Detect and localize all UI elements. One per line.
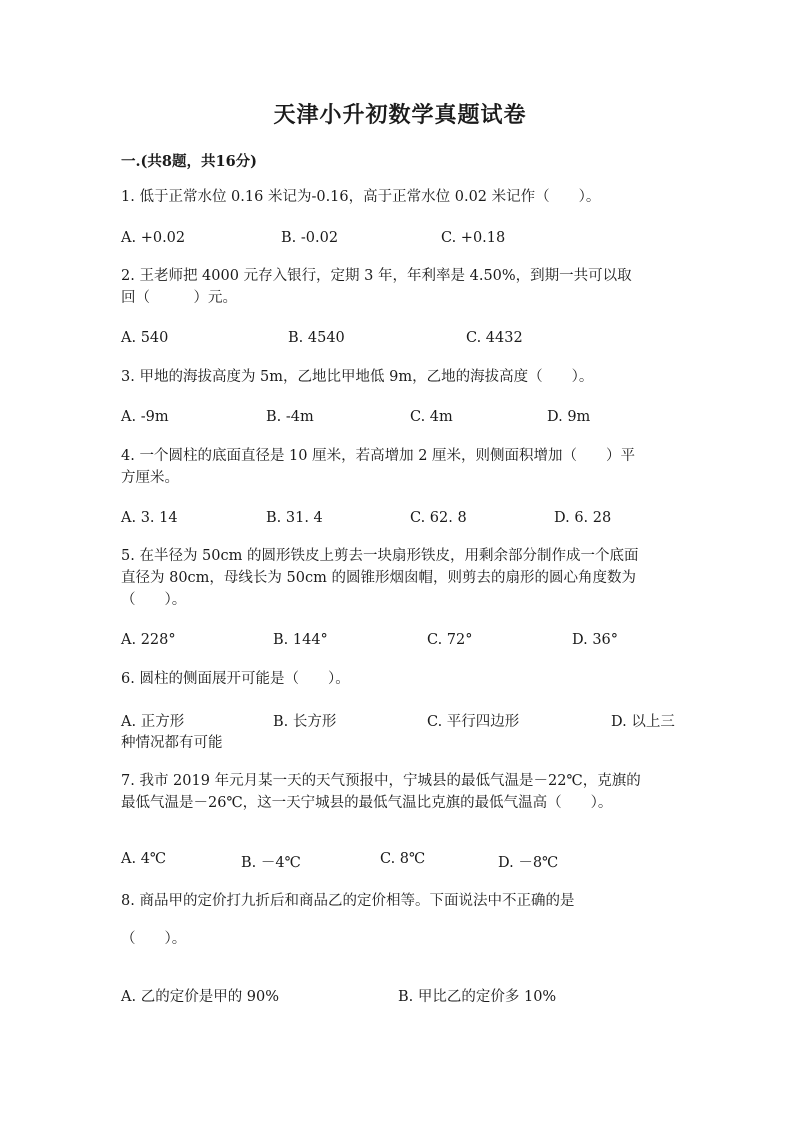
option-7b: B. －4℃ — [241, 855, 301, 871]
option-8b: B. 甲比乙的定价多 10% — [398, 989, 557, 1005]
question-line: 1. 低于正常水位 0.16 米记为-0.16，高于正常水位 0.02 米记作（ ）。 — [121, 189, 601, 205]
question-line: 8. 商品甲的定价打九折后和商品乙的定价相等。下面说法中不正确的是 — [121, 893, 575, 909]
option-3a: A. -9m — [121, 409, 169, 425]
option-5c: C. 72° — [427, 632, 473, 648]
option-7d: D. －8℃ — [498, 855, 559, 871]
question-4 — [121, 445, 635, 489]
option-7c: C. 8℃ — [380, 851, 426, 867]
option-2a: A. 540 — [121, 330, 169, 346]
option-4c: C. 62. 8 — [410, 510, 467, 526]
option-4b: B. 31. 4 — [266, 510, 323, 526]
section-heading: 一.(共8题，共16分) — [121, 153, 258, 170]
option-5d: D. 36° — [572, 632, 619, 648]
option-5b: B. 144° — [273, 632, 328, 648]
question-line: 方厘米。 — [121, 470, 179, 486]
question-line: （ ）。 — [121, 931, 187, 947]
option-4d: D. 6. 28 — [554, 510, 612, 526]
question-line: 直径为 80cm，母线长为 50cm 的圆锥形烟囱帽，则剪去的扇形的圆心角度数为 — [121, 570, 636, 586]
question-1 — [121, 186, 600, 208]
question-5 — [121, 545, 638, 611]
question-6 — [121, 668, 350, 690]
option-3d: D. 9m — [547, 409, 591, 425]
option-3b: B. -4m — [266, 409, 314, 425]
option-3c: C. 4m — [410, 409, 453, 425]
question-line: 3. 甲地的海拔高度为 5m，乙地比甲地低 9m，乙地的海拔高度（ ）。 — [121, 369, 594, 385]
option-6d-continuation: 种情况都有可能 — [121, 735, 223, 751]
question-2 — [121, 265, 632, 309]
question-7 — [121, 770, 641, 814]
option-6a: A. 正方形 — [121, 714, 185, 730]
question-3 — [121, 366, 593, 388]
question-line: 6. 圆柱的侧面展开可能是（ ）。 — [121, 671, 350, 687]
option-6c: C. 平行四边形 — [427, 714, 520, 730]
question-line: （ ）。 — [121, 592, 187, 608]
option-4a: A. 3. 14 — [121, 510, 178, 526]
option-6d: D. 以上三 — [611, 714, 675, 730]
option-1a: A. +0.02 — [121, 230, 186, 246]
option-2b: B. 4540 — [288, 330, 345, 346]
question-line: 5. 在半径为 50cm 的圆形铁皮上剪去一块扇形铁皮，用剩余部分制作成一个底面 — [121, 548, 639, 564]
question-line: 最低气温是－26℃，这一天宁城县的最低气温比克旗的最低气温高（ ）。 — [121, 795, 613, 811]
question-line: 7. 我市 2019 年元月某一天的天气预报中，宁城县的最低气温是－22℃，克旗的 — [121, 773, 641, 789]
question-line: 4. 一个圆柱的底面直径是 10 厘米，若高增加 2 厘米，则侧面积增加（ ）平 — [121, 448, 636, 464]
option-6b: B. 长方形 — [273, 714, 337, 730]
question-line: 回（ ）元。 — [121, 290, 237, 306]
option-2c: C. 4432 — [466, 330, 523, 346]
question-line: 2. 王老师把 4000 元存入银行，定期 3 年，年利率是 4.50%，到期一共可以取 — [121, 268, 632, 284]
option-1b: B. -0.02 — [281, 230, 339, 246]
question-8 — [121, 890, 574, 950]
option-7a: A. 4℃ — [121, 851, 167, 867]
option-8a: A. 乙的定价是甲的 90% — [121, 989, 280, 1005]
option-5a: A. 228° — [121, 632, 176, 648]
option-1c: C. +0.18 — [441, 230, 506, 246]
page-title: 天津小升初数学真题试卷 — [273, 102, 527, 128]
